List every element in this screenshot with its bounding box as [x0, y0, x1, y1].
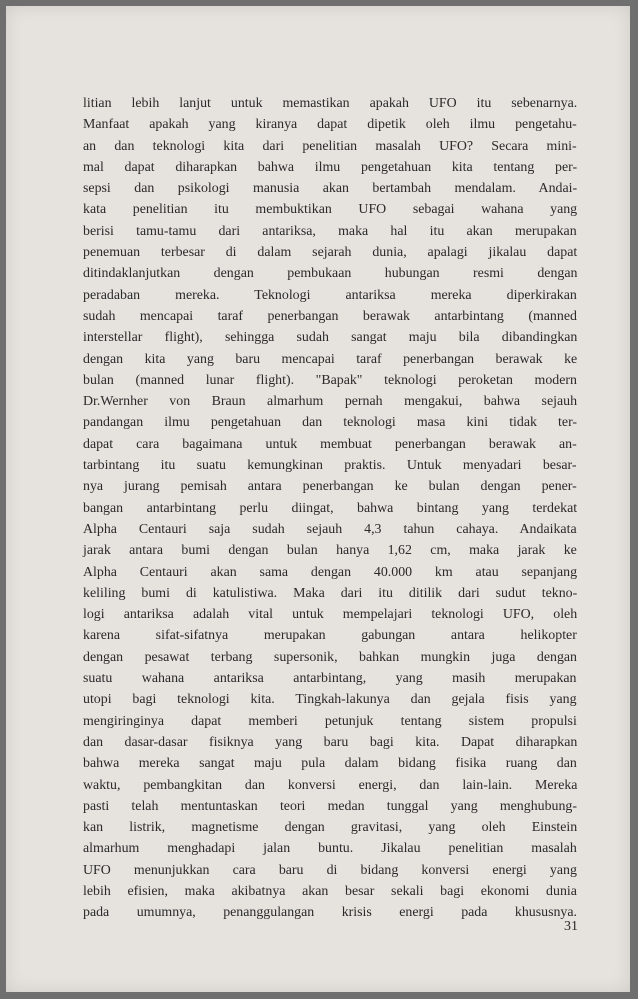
- text-line: utopi bagi teknologi kita. Tingkah-lakunya dan gejala fisis yang: [83, 692, 577, 708]
- text-line: nya jurang pemisah antara penerbangan ke bulan dengan pener-: [83, 479, 577, 495]
- text-line: Alpha Centauri akan sama dengan 40.000 km atau sepanjang: [83, 564, 578, 580]
- text-line: bangan antarbintang perlu diingat, bahwa bintang yang terdekat: [83, 500, 578, 516]
- text-line: lebih efisien, maka akibatnya akan besar sekali bagi ekonomi dunia: [83, 883, 577, 899]
- text-line: an dan teknologi kita dari penelitian masalah UFO? Secara mini-: [83, 138, 577, 154]
- text-line: keliling bumi di katulistiwa. Maka dari itu ditilik dari sudut tekno-: [83, 585, 578, 601]
- text-line: mengiringinya dapat memberi petunjuk tentang sistem propulsi: [83, 713, 577, 729]
- text-line: almarhum menghadapi jalan buntu. Jikalau penelitian masalah: [83, 841, 577, 857]
- text-line: waktu, pembangkitan dan konversi energi, dan lain-lain. Mereka: [83, 777, 578, 793]
- text-line: tarbintang itu suatu kemungkinan praktis. Untuk menyadari besar-: [83, 458, 577, 474]
- text-line: karena sifat-sifatnya merupakan gabungan antara helikopter: [83, 628, 577, 644]
- text-line: dapat cara bagaimana untuk membuat penerbangan berawak an-: [83, 436, 577, 452]
- page-number: 31: [564, 919, 578, 934]
- text-line: pandangan ilmu pengetahuan dan teknologi masa kini tidak ter-: [83, 415, 578, 431]
- text-line: bulan (manned lunar flight). "Bapak" teknologi peroketan modern: [83, 372, 577, 388]
- text-line: suatu wahana antariksa antarbintang, yang masih merupakan: [83, 671, 577, 687]
- text-line: interstellar flight), sehingga sudah sangat maju bila dibandingkan: [83, 330, 578, 346]
- text-line: Manfaat apakah yang kiranya dapat dipetik oleh ilmu pengetahu-: [83, 117, 577, 133]
- text-line: dan dasar-dasar fisiknya yang baru bagi kita. Dapat diharapkan: [83, 734, 578, 750]
- text-line: litian lebih lanjut untuk memastikan apakah UFO itu sebenarnya.: [83, 96, 578, 111]
- text-line: pasti telah mentuntaskan teori medan tunggal yang menghubung-: [83, 798, 577, 814]
- text-line: mal dapat diharapkan bahwa ilmu pengetahuan kita tentang per-: [83, 159, 578, 175]
- text-line: kan listrik, magnetisme dengan gravitasi, yang oleh Einstein: [83, 820, 578, 836]
- text-line: ditindaklanjutkan dengan pembukaan hubungan resmi dengan: [83, 266, 578, 282]
- book-page: [6, 6, 630, 992]
- text-line: Dr.Wernher von Braun almarhum pernah mengakui, bahwa sejauh: [83, 394, 578, 410]
- text-line: sepsi dan psikologi manusia akan bertambah mendalam. Andai-: [83, 181, 578, 197]
- text-line: sudah mencapai taraf penerbangan berawak antarbintang (manned: [83, 308, 577, 324]
- text-line: peradaban mereka. Teknologi antariksa mereka diperkirakan: [83, 287, 577, 303]
- text-line: jarak antara bumi dengan bulan hanya 1,62 cm, maka jarak ke: [83, 543, 577, 559]
- text-line: logi antariksa adalah vital untuk mempelajari teknologi UFO, oleh: [83, 607, 578, 623]
- body-text: [83, 93, 578, 921]
- text-line: kata penelitian itu membuktikan UFO sebagai wahana yang: [83, 202, 578, 218]
- text-line: UFO menunjukkan cara baru di bidang konversi energi yang: [83, 862, 577, 878]
- text-line: dengan pesawat terbang supersonik, bahkan mungkin juga dengan: [83, 649, 577, 665]
- text-line: Alpha Centauri saja sudah sejauh 4,3 tahun cahaya. Andaikata: [83, 521, 577, 537]
- text-line: bahwa mereka sangat maju pula dalam bidang fisika ruang dan: [83, 756, 577, 772]
- text-line: berisi tamu-tamu dari antariksa, maka hal itu akan merupakan: [83, 223, 577, 239]
- text-line: pada umumnya, penanggulangan krisis energi pada khususnya.: [83, 905, 578, 921]
- text-line: penemuan terbesar di dalam sejarah dunia, apalagi jikalau dapat: [83, 245, 578, 261]
- text-line: dengan kita yang baru mencapai taraf penerbangan berawak ke: [83, 351, 578, 367]
